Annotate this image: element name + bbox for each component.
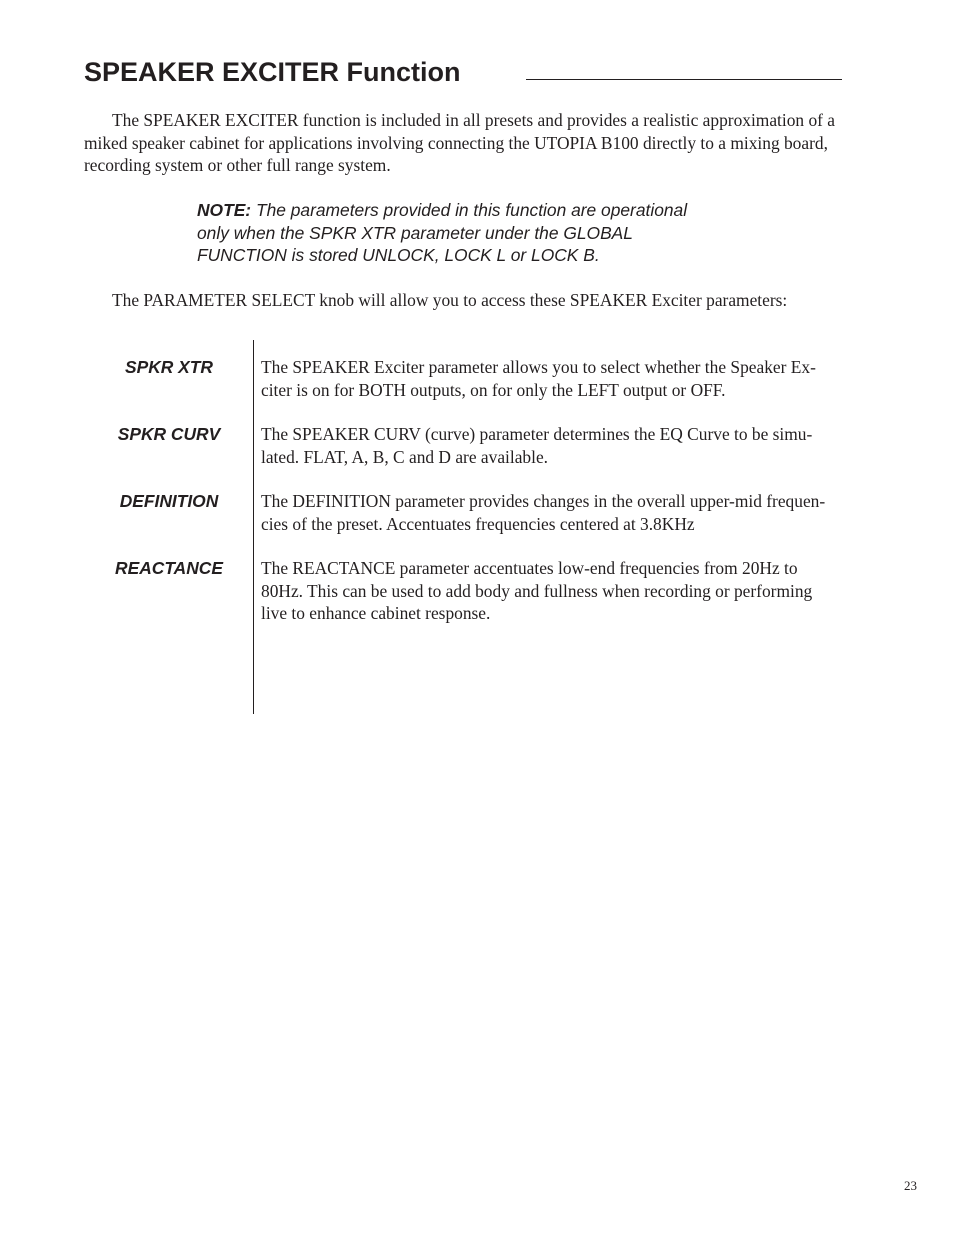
param-name-reactance: REACTANCE — [115, 558, 223, 578]
note-line: only when the SPKR XTR parameter under the GLOBAL — [197, 222, 633, 243]
parameter-divider — [253, 340, 254, 714]
param-desc-line: live to enhance cabinet response. — [261, 603, 491, 623]
param-desc-definition — [261, 490, 871, 535]
param-desc-line: The DEFINITION parameter provides changes in the overall upper-mid frequen- — [261, 491, 826, 511]
note-line: FUNCTION is stored UNLOCK, LOCK L or LOCK B. — [197, 245, 600, 265]
title-rule — [526, 79, 842, 80]
param-desc-line: lated. FLAT, A, B, C and D are available. — [261, 446, 549, 467]
param-desc-spkr-xtr — [261, 356, 871, 401]
param-name-spkr-curv: SPKR CURV — [117, 424, 221, 444]
note-line: The parameters provided in this function are operational — [251, 200, 688, 220]
param-desc-line: The SPEAKER CURV (curve) parameter determines the EQ Curve to be simu- — [261, 424, 813, 444]
param-desc-line: citer is on for BOTH outputs, on for only the LEFT output or OFF. — [261, 379, 726, 400]
param-desc-line: cies of the preset. Accentuates frequencies centered at 3.8KHz — [261, 513, 695, 534]
param-desc-line: The REACTANCE parameter accentuates low-end frequencies from 20Hz to — [261, 558, 798, 578]
note-label: NOTE: — [197, 200, 252, 220]
param-name-spkr-xtr: SPKR XTR — [125, 357, 213, 377]
param-desc-line: The SPEAKER Exciter parameter allows you to select whether the Speaker Ex- — [261, 357, 816, 377]
note-block — [197, 199, 757, 267]
intro-paragraph: The SPEAKER EXCITER function is included in all presets and provides a realistic approximation of a miked speaker cabinet for applications involving connecting the UTOPIA B100 directly to a mixing board, recording system or other full range system. — [84, 110, 836, 175]
page-title: SPEAKER EXCITER Function — [84, 57, 461, 87]
param-desc-reactance — [261, 557, 871, 625]
param-name-definition: DEFINITION — [119, 491, 219, 511]
parameter-select-text: The PARAMETER SELECT knob will allow you to access these SPEAKER Exciter parameters: — [112, 290, 788, 310]
param-desc-line: 80Hz. This can be used to add body and fullness when recording or performing — [261, 580, 813, 601]
param-desc-spkr-curv — [261, 423, 871, 468]
page-number: 23 — [904, 1178, 917, 1193]
